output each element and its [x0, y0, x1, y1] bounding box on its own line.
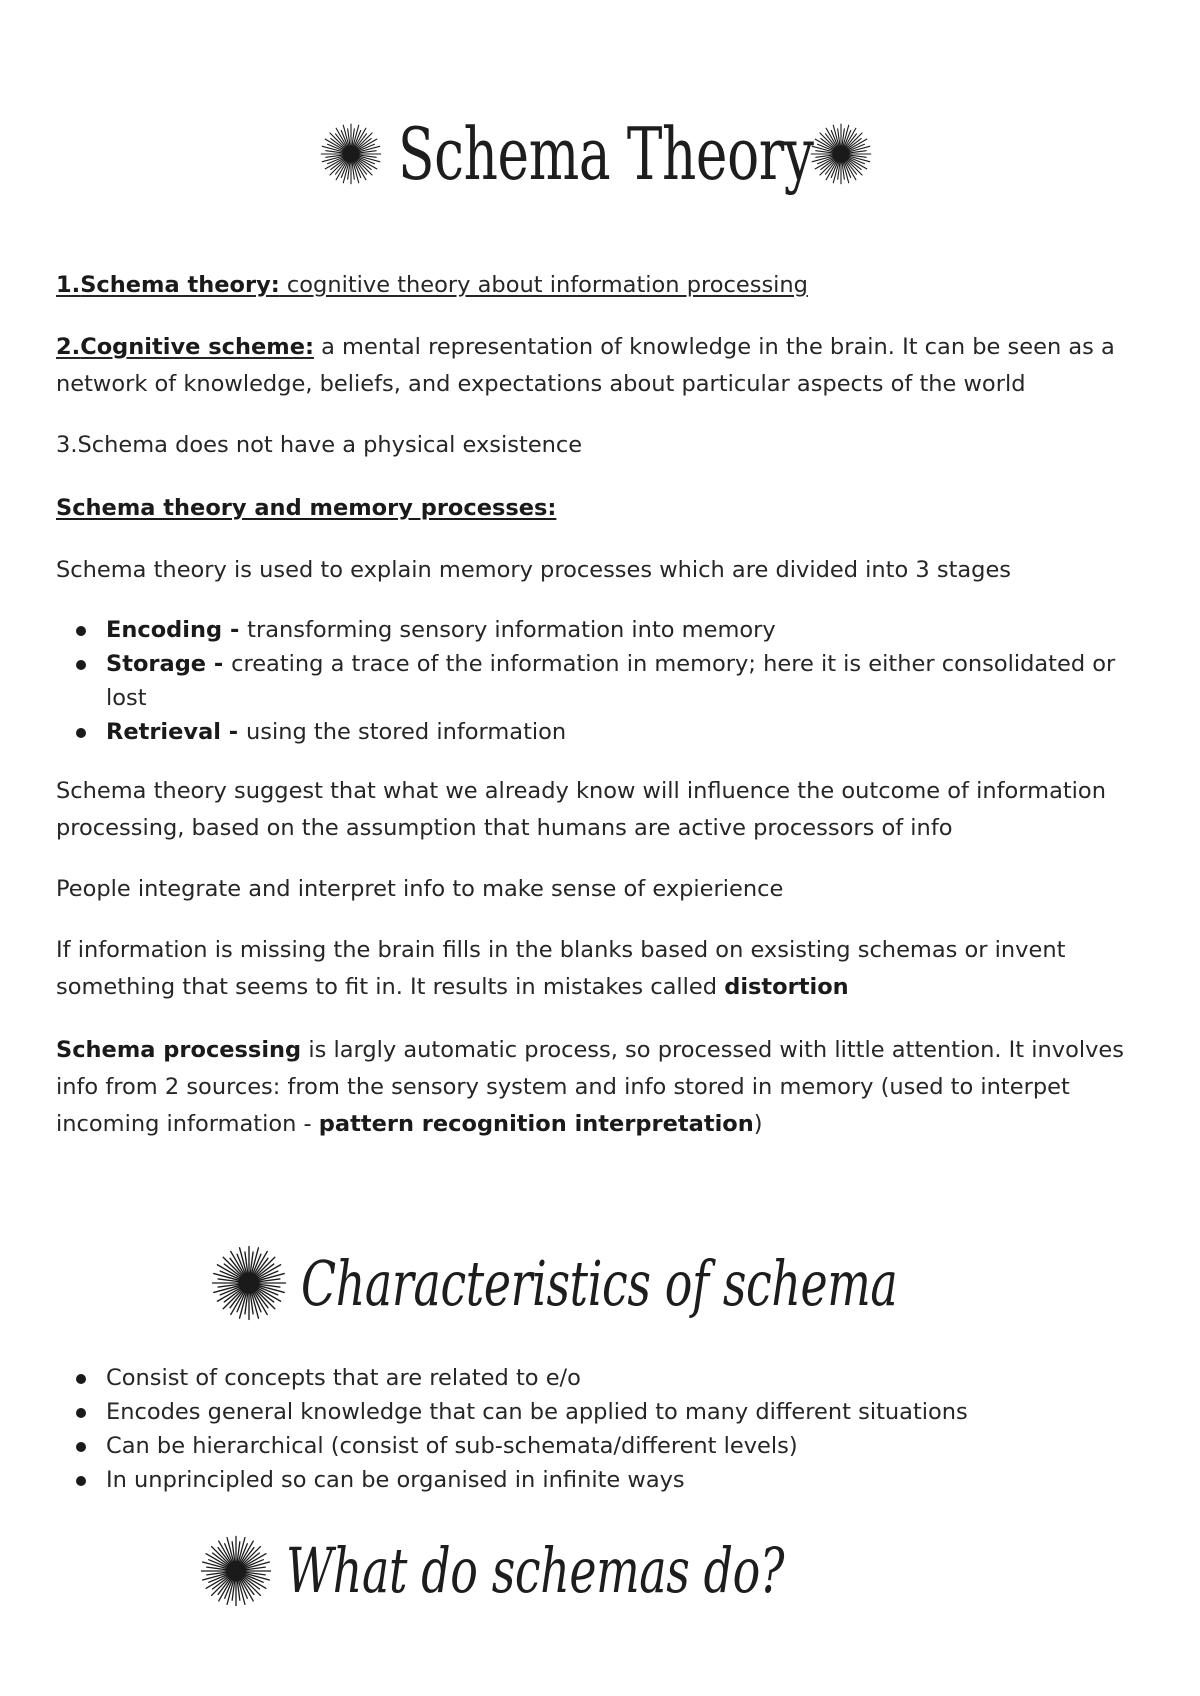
paragraph-text-end: ): [753, 1111, 763, 1137]
term-distortion: distortion: [724, 974, 849, 1000]
starburst-icon: [320, 123, 382, 185]
memory-heading-text: Schema theory and memory processes:: [56, 495, 557, 521]
term-cognitive-scheme: Cognitive scheme:: [80, 334, 314, 360]
paragraph-schema-processing: [56, 1032, 1146, 1143]
item-number: 2.: [56, 334, 81, 360]
paragraph-missing-info: [56, 932, 1146, 1006]
paragraph-suggest: Schema theory suggest that what we already know will influence the outcome of information processing, based on the assumption that humans are active processors of info: [56, 778, 1106, 841]
definition-cognitive-scheme: a mental representation of knowledge in the brain. It can be seen as a network of knowledge, beliefs, and expectations about particular aspects of the world: [56, 334, 1115, 397]
page-title: [320, 112, 872, 196]
characteristics-heading: [211, 1245, 1107, 1321]
characteristics-heading-text: Characteristics of schema: [301, 1246, 898, 1320]
what-schemas-do-heading-text: What do schemas do?: [286, 1534, 785, 1607]
characteristics-list: [56, 1361, 1146, 1497]
starburst-icon: [810, 123, 872, 185]
memory-stages-list: [56, 613, 1146, 749]
item-physical-existence: 3.Schema does not have a physical exsistence: [56, 432, 583, 458]
memory-section-heading: [56, 490, 1146, 527]
stage-term: Retrieval -: [106, 719, 246, 745]
starburst-icon: [211, 1245, 287, 1321]
stage-term: Storage -: [106, 651, 232, 677]
list-item: Encodes general knowledge that can be applied to many different situations: [56, 1395, 1146, 1429]
definition-schema-theory: cognitive theory about information processing: [279, 272, 808, 298]
starburst-icon: [200, 1535, 272, 1607]
paragraph-text: is largly automatic process, so processed with little attention. It involves info from 2 sources: from the sensory system and info stored in memory (used to interpet incoming information -: [56, 1037, 1124, 1137]
what-schemas-do-heading: [200, 1534, 959, 1607]
item-number: 1.: [56, 272, 81, 298]
item-schema-theory: [56, 267, 1146, 304]
list-item: [56, 647, 1146, 715]
list-item: [56, 715, 1146, 749]
item-cognitive-scheme: [56, 329, 1146, 403]
page-title-text: Schema Theory: [398, 112, 814, 196]
paragraph-text: If information is missing the brain fills in the blanks based on exsisting schemas or invent something that seems to fit in. It results in mistakes called: [56, 937, 1066, 1000]
list-item: [56, 613, 1146, 647]
term-pattern-recognition: pattern recognition interpretation: [318, 1111, 754, 1137]
term-schema-processing: Schema processing: [56, 1037, 302, 1063]
list-item: In unprincipled so can be organised in infinite ways: [56, 1463, 1146, 1497]
memory-intro: Schema theory is used to explain memory processes which are divided into 3 stages: [56, 557, 1012, 583]
stage-text: transforming sensory information into memory: [247, 617, 776, 643]
paragraph-people: People integrate and interpret info to make sense of expierience: [56, 876, 784, 902]
stage-text: using the stored information: [245, 719, 567, 745]
list-item: Can be hierarchical (consist of sub-schemata/different levels): [56, 1429, 1146, 1463]
stage-text: creating a trace of the information in memory; here it is either consolidated or lost: [106, 651, 1116, 711]
stage-term: Encoding -: [106, 617, 248, 643]
term-schema-theory: Schema theory:: [80, 272, 280, 298]
list-item: Consist of concepts that are related to e/o: [56, 1361, 1146, 1395]
